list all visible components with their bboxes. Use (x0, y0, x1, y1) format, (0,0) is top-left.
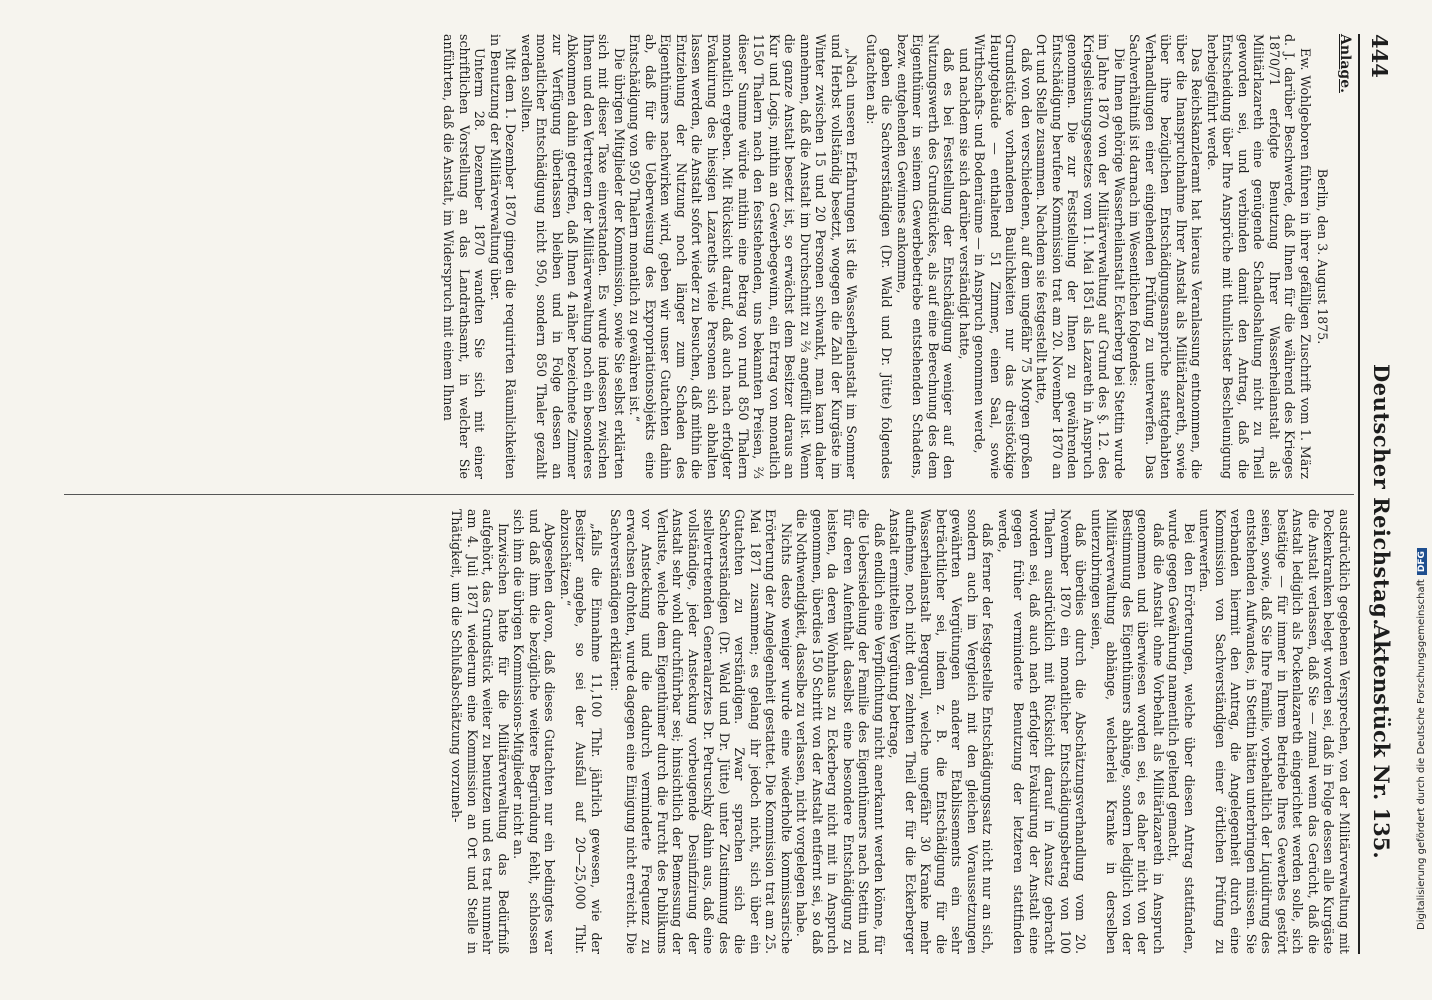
paragraph: Ew. Wohlgeboren führen in ihrer gefälligen Zuschrift vom 1. März d. J. darüber Beschwerde, daß Ihnen für die während des Krieges 1870/71 erfolgte Benutzung Ihrer Wasserheilanstalt als Militärlazareth eine genügende Schadloshaltung nicht zu Theil geworden sei, und verbinden damit den Antrag, daß die Entscheidung über Ihre Ansprüche mit thunlichster Beschleunigung herbeigeführt werde. (1205, 34, 1313, 479)
header-rule (1358, 34, 1360, 954)
paragraph: Mit dem 1. Dezember 1870 gingen die requirirten Räumlichkeiten in Benutzung der Militärverwaltung über. (488, 34, 519, 479)
paragraph: Nichts desto weniger wurde eine wiederholte kommissarische Erörterung der Angelegenheit gestattet. Die Kommission trat am 25. Mai 1871 zusammen; es gelang ihr jedoch nicht, sich über ein Gutachten zu verständigen. Zwar sprachen sich die Sachverständigen (Dr. Wald und Dr. Jütte) unter Zustimmung des stellvertretenden Generalarztes Dr. Petruschky dahin aus, daß eine vollständige, jeder Ansteckung vorbeugende Desinfizirung der Anstalt sehr wohl durchführbar sei; hinsichtlich der Bemessung der Verluste, welche dem Eigenthümer durch die Furcht des Publikums vor Ansteckung und die dadurch verminderte Frequenz zu erwachsen drohten, wurde dagegen eine Einigung nicht erreicht. Die Sachverständigen erklärten: (608, 509, 794, 954)
paragraph: Das Reichskanzleramt hat hieraus Veranlassung entnommen, die über die Inanspruchnahme Ihrer Anstalt als Militärlazareth, sowie über ihre bezüglichen Entschädigungsansprüche stattgehabten Verhandlungen einer eingehenden Prüfung zu unterwerfen. Das Sachverhältniß ist darnach im Wesentlichen folgendes: (1127, 34, 1205, 479)
page-number: 444 (1367, 34, 1392, 78)
paragraph: daß von den verschiedenen, auf dem ungefähr 75 Morgen großen Grundstücke vorhandenen Baulichkeiten nur das dreistöckige Hauptgebäude — enthaltend 51 Zimmer, einen Saal, sowie Wirthschafts- und Bodenräume — in Anspruch genommen werde, (972, 34, 1034, 479)
expert-quote: „Nach unseren Erfahrungen ist die Wasserheilanstalt im Sommer und Herbst vollständig besetzt, wogegen die Zahl der Kurgäste im Winter zwischen 15 und 20 Personen schwankt, man kann daher annehmen, daß die Anstalt im Durchschnitt zu ⅔ angefüllt ist. Wenn die ganze Anstalt besetzt ist, so erwächst dem Besitzer daraus an Kur und Logis, mithin an Gewerbegewinn, ein Ertrag von monatlich 1150 Thalern nach den feststehenden, uns bekannten Preisen, ⅔ dieser Summe würde mithin eine Betrag von rund 850 Thalern monatlich ergeben. Mit Rücksicht darauf, daß auch nach erfolgter Evakuirung des hiesigen Lazareths viele Personen sich abhalten lassen werden, die Anstalt sofort wieder zu besuchen, daß mithin die Entziehung der Nutzung noch länger zum Schaden des Eigenthümers nachwirken wird, geben wir unser Gutachten dahin ab, daß für die Ueberweisung des Expropriationsobjekts eine Entschädigung von 950 Thalern monatlich zu gewähren ist.“ (627, 34, 860, 479)
paragraph: daß die Anstalt ohne Vorbehalt als Militärlazareth in Anspruch genommen und überwiesen worden sei, es daher nicht von der Bestimmung des Eigenthümers abhänge, sondern lediglich von der Militärverwaltung abhänge, welcherlei Kranke in derselben unterzubringen seien, (1089, 509, 1166, 954)
dateline: Berlin, den 3. August 1875. (1315, 168, 1331, 345)
paragraph: daß es bei Feststellung der Entschädigung weniger auf den Nutzungswerth des Grundstückes, als auf eine Berechnung des dem Eigenthümer in seinem Gewerbebetriebe entstehenden Schadens, bezw. entgehenden Gewinnes ankomme, (895, 34, 957, 479)
paragraph: Die übrigen Mitglieder der Kommission, sowie Sie selbst erklärten sich mit dieser Taxe einverstanden. Es wurde indessen zwischen Ihnen und den Vertretern der Militärverwaltung noch ein besonderes Abkommen dahin getroffen, daß Ihnen 4 näher bezeichnete Zimmer zur Verfügung überlassen bleiben und in Folge dessen an monatlicher Entschädigung nicht 950, sondern 850 Thaler gezahlt werden sollten. (519, 34, 627, 479)
paragraph: Unterm 28. Dezember 1870 wandten Sie sich mit einer schriftlichen Vorstellung an das Landrathsamt, in welcher Sie anführten, daß die Anstalt, im Widerspruch mit einem Ihnen (441, 34, 488, 479)
left-column (441, 34, 1352, 479)
paragraph: Bei den Erörterungen, welche über diesen Antrag stattfanden, wurde gegen Gewährung namentlich geltend gemacht, (1166, 509, 1197, 954)
paragraph: Inzwischen hatte für die Militärverwaltung das Bedürfniß aufgehört, das Grundstück weiter zu benutzen und es trat nunmehr am 4. Juli 1871 wiederum eine Kommission an Ort und Stelle in Thätigkeit, um die Schlußabschätzung vorzuneh- (449, 509, 511, 954)
paragraph: ausdrücklich gegebenen Versprechen, von der Militärverwaltung mit Pockenkranken belegt worden sei, daß in Folge dessen alle Kurgäste die Anstalt verlassen, daß Sie — zumal wenn das Gerücht, daß die Anstalt lediglich als Pockenlazareth eingerichtet werden solle, sich bestätige — für immer in Ihrem Betriebe Ihres Gewerbes gestört seien, sowie, daß Sie Ihre Familie, vorbehaltlich der Liquidirung des entstehenden Aufwandes, in Stettin hätten unterbringen müssen. Sie verbanden hiermit den Antrag, die Angelegenheit durch eine Kommission von Sachverständigen einer örtlichen Prüfung zu unterwerfen. (1197, 509, 1352, 954)
paragraph: Abgesehen davon, daß dieses Gutachten nur ein bedingtes war und daß ihm die bezügliche weitere Begründung fehlt, schlossen sich ihm die übrigen Kommissions-Mitglieder nicht an. (511, 509, 558, 954)
page-header (1364, 34, 1394, 954)
expert-quote: „falls die Einnahme 11,100 Thlr. jährlich gewesen, wie der Besitzer angebe, so sei der Ausfall auf 20—25,000 Thlr. abzuschätzen.“ (558, 509, 604, 954)
dfg-logo: DFG (1417, 548, 1427, 575)
paragraph: Die Ihnen gehörige Wasserheilanstalt Eckerberg bei Stettin wurde im Jahre 1870 von der Militärverwaltung auf Grund des §. 12. des Kriegsleistungsgesetzes vom 11. Mai 1851 als Lazareth in Anspruch genommen. Die zur Feststellung der Ihnen zu gewährenden Entschädigung berufene Kommission trat am 20. November 1870 an Ort und Stelle zusammen. Nachdem sie festgestellt hatte, (1034, 34, 1127, 479)
section-heading: Anlage. (1337, 34, 1353, 94)
document-number: Aktenstück Nr. 135. (1369, 624, 1394, 859)
paragraph: daß endlich eine Verpflichtung nicht anerkannt werden könne, für die Uebersiedelung der Familie des Eigenthümers nach Stettin und für deren Aufenthalt daselbst eine besondere Entschädigung zu leisten, da deren Wohnhaus zu Eckerberg nicht mit in Anspruch genommen, überdies 150 Schritt von der Anstalt entfernt sei, so daß die Nothwendigkeit, dasselbe zu verlassen, nicht vorgelegen habe. (794, 509, 887, 954)
paragraph: und nachdem sie sich darüber verständigt hatte, (957, 48, 972, 360)
rotated-page (17, 6, 1412, 986)
digitization-credit (1416, 548, 1427, 930)
right-column (449, 509, 1352, 954)
paragraph: daß überdies durch die Abschätzungsverhandlung vom 20. November 1870 ein monatlicher Entschädigungsbetrag von 100 Thalern ausdrücklich mit Rücksicht darauf in Ansatz gebracht worden sei, daß auch nach erfolgter Evakuirung der Anstalt eine gegen früher verminderte Benutzung der letzteren stattfinden werde, (996, 509, 1089, 954)
column-divider (64, 494, 1354, 495)
paragraph: daß ferner der festgestellte Entschädigungssatz nicht nur an sich, sondern auch im Vergleich mit den gleichen Voraussetzungen gewährten Vergütungen anderer Etablissements ein sehr beträchtlicher sei, indem z. B. die Entschädigung für die Wasserheilanstalt Bergquell, welche ungefähr 30 Kranke mehr aufnehme, noch nicht den zehnten Theil der für die Eckerberger Anstalt ermittelten Vergütung betrage, (887, 509, 996, 954)
paragraph: gaben die Sachverständigen (Dr. Wald und Dr. Jütte) folgendes Gutachten ab: (864, 34, 895, 479)
credit-text: Digitalisierung gefördert durch die Deutsche Forschungsgemeinschaft (1416, 579, 1427, 930)
publication-title: Deutscher Reichstag. (1369, 364, 1394, 627)
